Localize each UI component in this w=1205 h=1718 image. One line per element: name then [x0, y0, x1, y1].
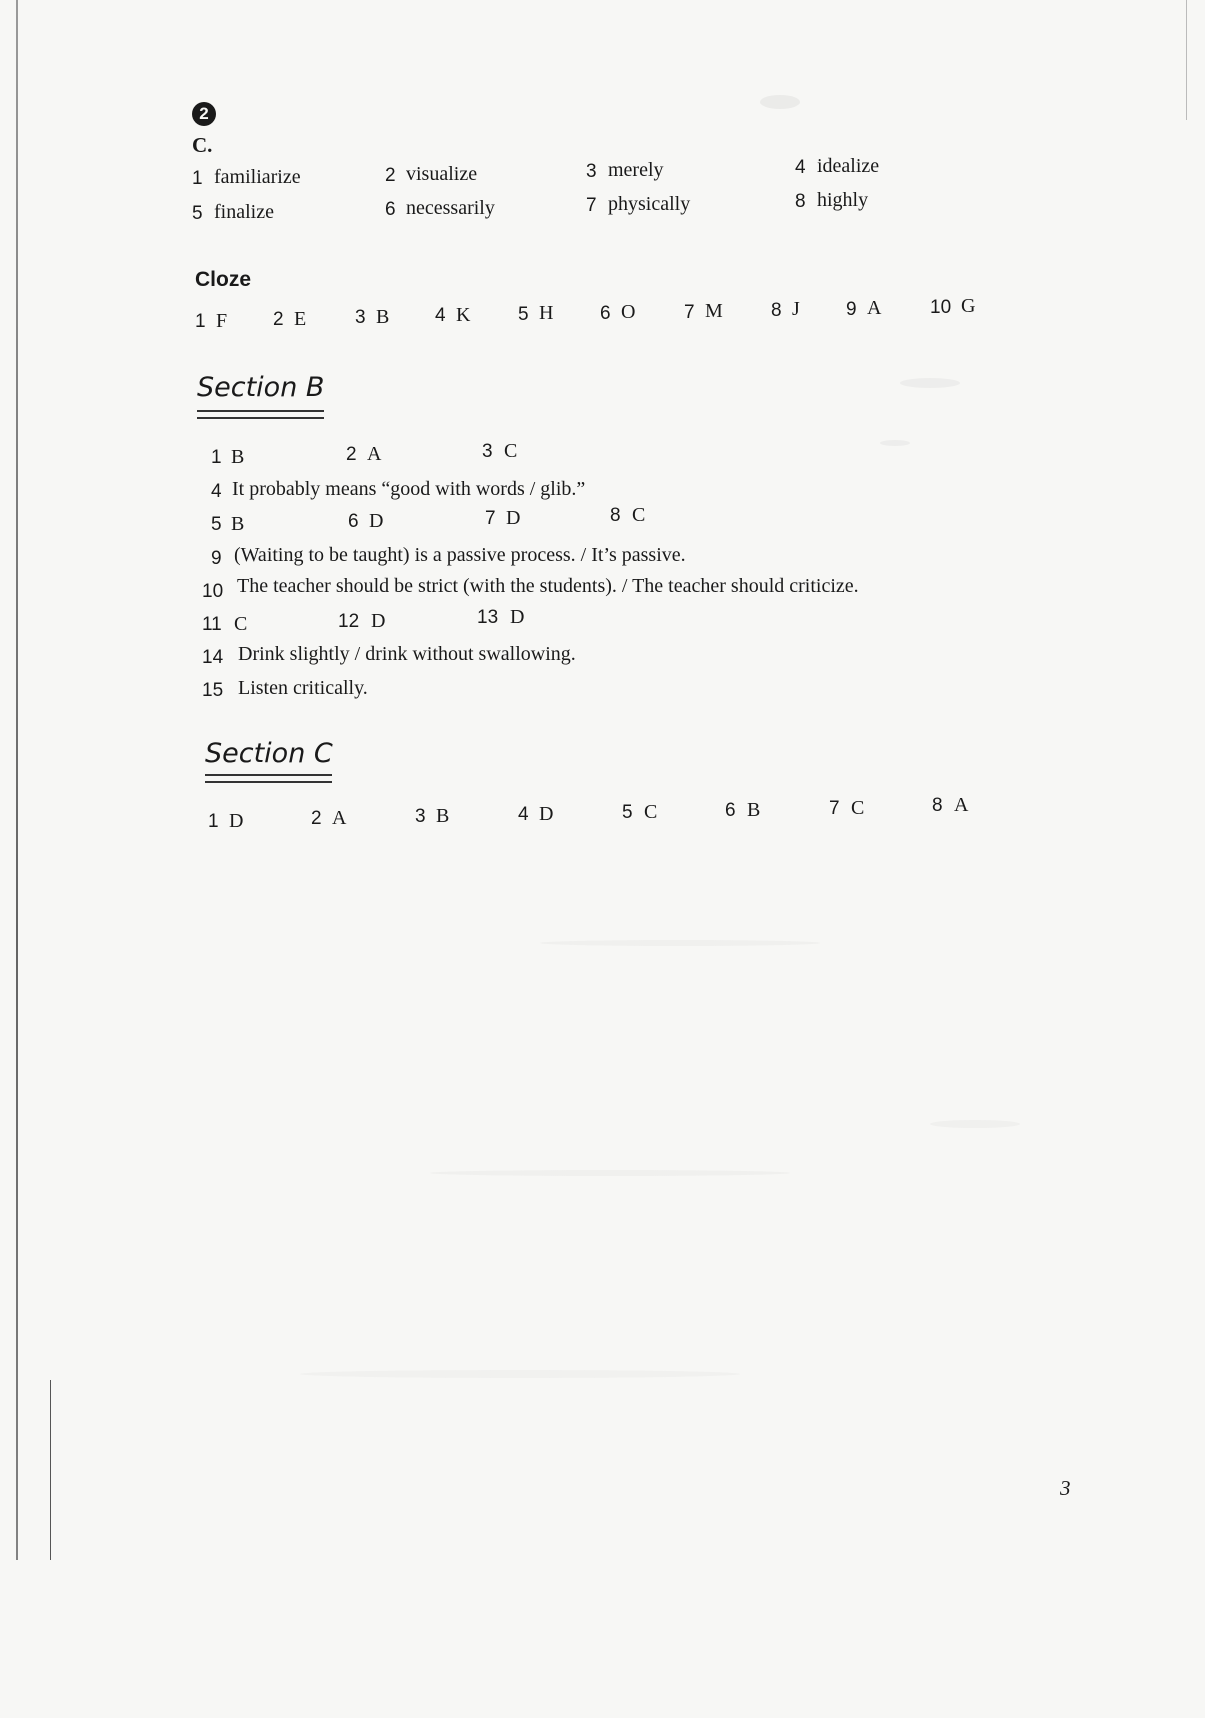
cloze-answer-number: 1: [195, 311, 206, 332]
section-c-answer-letter: B: [747, 799, 761, 821]
section-c-answer-number: 8: [932, 795, 943, 816]
cloze-answer-number: 5: [518, 304, 529, 325]
section-b-underline: [197, 410, 324, 419]
part-c-label: C.: [192, 133, 213, 157]
scan-speckle: [900, 378, 960, 388]
section-b-item-answer: D: [371, 610, 386, 632]
part-c-item-word: idealize: [817, 155, 880, 177]
section-c-answer-number: 3: [415, 806, 426, 827]
cloze-answer-letter: M: [705, 300, 723, 322]
section-b-item-number: 14: [202, 647, 224, 668]
exercise-number-badge: 2: [192, 102, 216, 126]
scan-speckle: [760, 95, 800, 109]
cloze-answer-letter: A: [867, 297, 882, 319]
part-c-item-word: visualize: [406, 163, 478, 185]
part-c-item-word: merely: [608, 159, 664, 181]
scan-edge-line: [1186, 0, 1187, 120]
section-b-item-number: 15: [202, 680, 224, 701]
cloze-answer-number: 10: [930, 297, 952, 318]
part-c-item-number: 3: [586, 161, 597, 182]
cloze-answer-letter: G: [961, 295, 976, 317]
cloze-heading: Cloze: [195, 268, 252, 291]
section-c-answer-number: 5: [622, 802, 633, 823]
scan-speckle: [880, 440, 910, 446]
section-c-answer-letter: D: [229, 810, 244, 832]
section-c-answer-number: 2: [311, 808, 322, 829]
section-b-item-number: 3: [482, 441, 493, 462]
section-c-answer-letter: A: [332, 807, 347, 829]
section-c-answer-number: 7: [829, 798, 840, 819]
section-b-item-number: 13: [477, 607, 499, 628]
part-c-item-number: 7: [586, 195, 597, 216]
section-b-item-answer: Drink slightly / drink without swallowing.: [238, 643, 576, 665]
part-c-item-word: familiarize: [214, 166, 301, 188]
cloze-answer-letter: J: [792, 298, 800, 320]
cloze-answer-letter: O: [621, 301, 636, 323]
section-b-item-number: 1: [211, 447, 222, 468]
section-c-underline: [205, 774, 332, 783]
cloze-answer-letter: E: [294, 308, 307, 330]
part-c-item-word: necessarily: [406, 197, 495, 219]
cloze-answer-letter: F: [216, 310, 228, 332]
cloze-answer-number: 7: [684, 302, 695, 323]
section-b-item-answer: D: [510, 606, 525, 628]
section-b-item-number: 5: [211, 514, 222, 535]
cloze-answer-number: 9: [846, 299, 857, 320]
part-c-item-word: physically: [608, 193, 691, 215]
section-c-heading: Section C: [205, 738, 333, 769]
section-b-item-answer: (Waiting to be taught) is a passive process. / It’s passive.: [234, 544, 686, 566]
cloze-answer-number: 3: [355, 307, 366, 328]
section-b-item-answer: The teacher should be strict (with the students). / The teacher should criticize.: [237, 575, 859, 597]
part-c-item-number: 5: [192, 203, 203, 224]
section-c-answer-letter: A: [954, 794, 969, 816]
section-c-answer-number: 1: [208, 811, 219, 832]
section-b-item-answer: C: [504, 440, 518, 462]
section-b-item-number: 12: [338, 611, 360, 632]
part-c-item-number: 1: [192, 168, 203, 189]
section-b-item-number: 4: [211, 481, 222, 502]
section-b-item-answer: C: [632, 504, 646, 526]
section-b-heading: Section B: [197, 372, 325, 403]
section-b-item-number: 11: [202, 614, 222, 635]
cloze-answer-letter: K: [456, 304, 471, 326]
scan-speckle: [930, 1120, 1020, 1128]
section-b-item-answer: A: [367, 443, 382, 465]
part-c-item-word: highly: [817, 189, 869, 211]
part-c-item-number: 4: [795, 157, 806, 178]
binding-edge-line: [16, 0, 18, 1560]
section-b-item-answer: D: [369, 510, 384, 532]
section-c-answer-letter: D: [539, 803, 554, 825]
scan-speckle: [430, 1170, 790, 1176]
cloze-answer-number: 6: [600, 303, 611, 324]
scan-speckle: [540, 940, 820, 946]
scan-speckle: [300, 1370, 740, 1378]
section-b-item-number: 6: [348, 511, 359, 532]
section-c-answer-number: 4: [518, 804, 529, 825]
section-b-item-number: 2: [346, 444, 357, 465]
section-c-answer-letter: C: [851, 797, 865, 819]
section-c-answer-letter: B: [436, 805, 450, 827]
section-b-item-answer: D: [506, 507, 521, 529]
binding-edge-mark: [50, 1380, 51, 1560]
section-c-answer-number: 6: [725, 800, 736, 821]
cloze-answer-number: 4: [435, 305, 446, 326]
part-c-item-number: 6: [385, 199, 396, 220]
cloze-answer-letter: B: [376, 306, 390, 328]
section-b-item-answer: C: [234, 613, 248, 635]
part-c-item-number: 8: [795, 191, 806, 212]
page-number: 3: [1060, 1476, 1071, 1500]
part-c-item-word: finalize: [214, 201, 274, 223]
cloze-answer-letter: H: [539, 302, 554, 324]
section-b-item-answer: It probably means “good with words / glib.”: [232, 478, 586, 500]
section-b-item-number: 10: [202, 581, 224, 602]
section-b-item-number: 7: [485, 508, 496, 529]
section-b-item-answer: B: [231, 446, 245, 468]
part-c-item-number: 2: [385, 165, 396, 186]
section-b-item-number: 8: [610, 505, 621, 526]
section-b-item-answer: Listen critically.: [238, 677, 368, 699]
section-b-item-answer: B: [231, 513, 245, 535]
section-b-item-number: 9: [211, 548, 222, 569]
cloze-answer-number: 2: [273, 309, 284, 330]
cloze-answer-number: 8: [771, 300, 782, 321]
section-c-answer-letter: C: [644, 801, 658, 823]
